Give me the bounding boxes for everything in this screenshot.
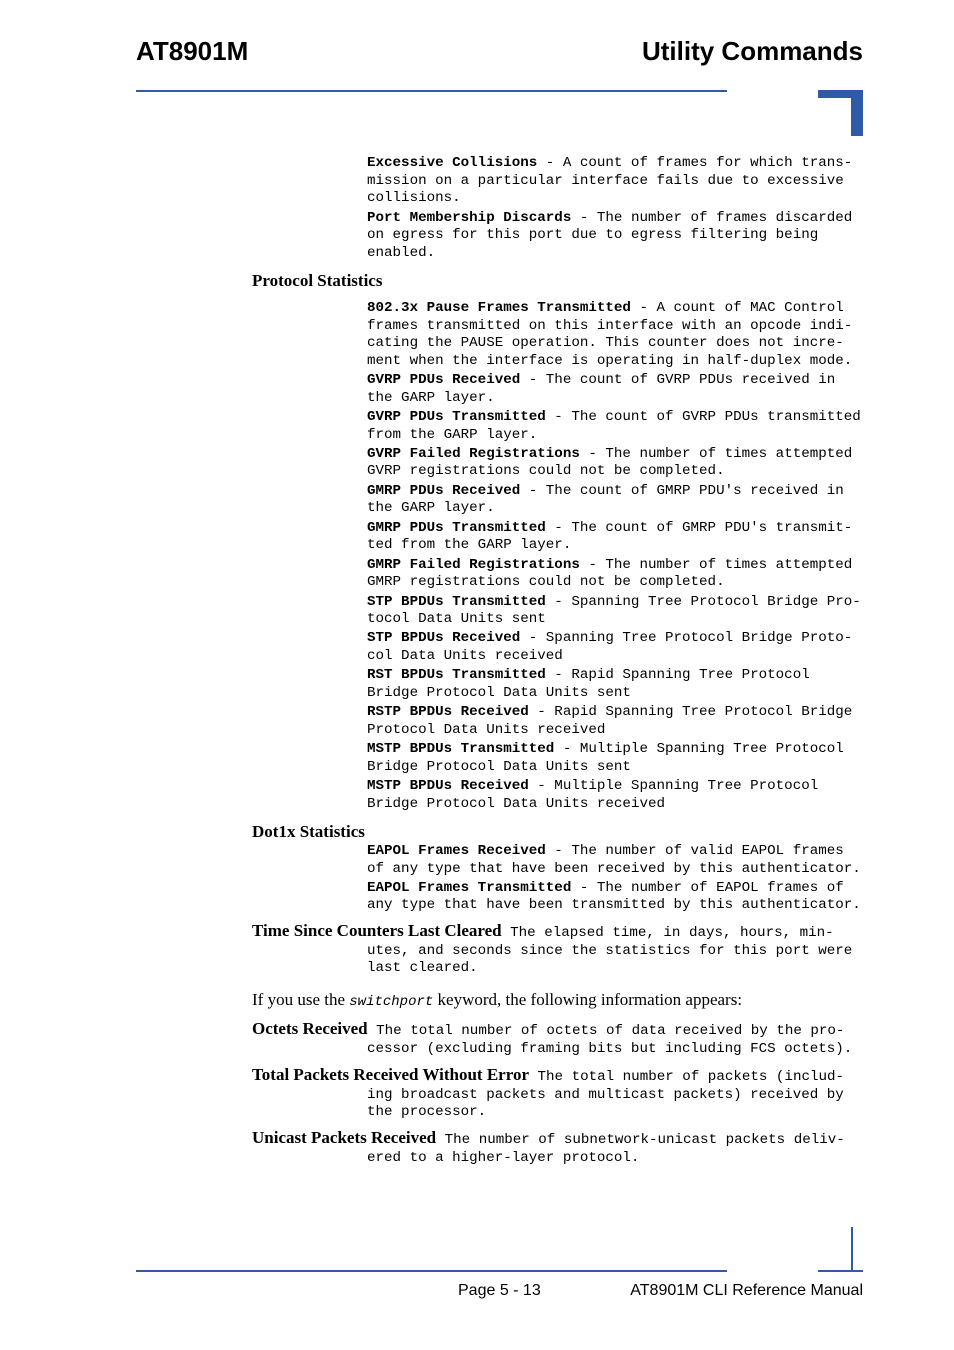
header-product: AT8901M <box>136 36 249 66</box>
term-description-cont: col Data Units received <box>367 647 563 664</box>
term-description: The total number of packets (includ- <box>529 1069 845 1085</box>
keyword: switchport <box>349 994 434 1010</box>
term-description: - The number of times attempted <box>579 556 853 573</box>
footer-corner-mark <box>851 1227 853 1272</box>
term-description-cont: the GARP layer. <box>367 500 495 517</box>
term: MSTP BPDUs Transmitted <box>367 741 555 758</box>
page-number: Page 5 - 13 <box>458 1282 541 1299</box>
term-description: - The count of GMRP PDU's received in <box>520 482 844 499</box>
term: GMRP PDUs Transmitted <box>367 519 546 536</box>
term-description-cont: frames transmitted on this interface with an opcode indi- cating the PAUSE operation. This counter does not incre- ment when the interface is operating in half-duplex mode. <box>367 317 853 369</box>
definition-entry <box>367 446 852 481</box>
term-description: - The count of GVRP PDUs transmitted <box>545 409 861 425</box>
definition-entry <box>367 704 852 739</box>
term: MSTP BPDUs Received <box>367 778 529 794</box>
term-description-cont: utes, and seconds since the statistics for this port were last cleared. <box>367 942 853 977</box>
term: GMRP PDUs Received <box>367 482 521 499</box>
time-since-cleared-entry <box>252 922 852 978</box>
term-description-cont: ing broadcast packets and multicast packets) received by the processor. <box>367 1086 844 1121</box>
term-description-cont: of any type that have been received by this authenticator. <box>367 860 861 877</box>
term-heading: Time Since Counters Last Cleared <box>252 921 502 940</box>
definition-entry <box>367 594 861 629</box>
definition-entry <box>367 155 852 208</box>
definition-entry <box>367 557 852 592</box>
definition-entry <box>367 778 818 813</box>
definition-entry <box>367 843 861 878</box>
term-description: - The number of frames discarded <box>571 209 853 226</box>
definition-entry <box>367 741 844 776</box>
section-heading-protocol: Protocol Statistics <box>252 271 383 290</box>
section-heading-dot1x: Dot1x Statistics <box>252 822 365 841</box>
term-description-cont: Bridge Protocol Data Units sent <box>367 758 631 775</box>
definition-entry <box>367 630 852 665</box>
term-description: - Multiple Spanning Tree Protocol <box>528 778 819 794</box>
term-description-cont: Protocol Data Units received <box>367 721 606 738</box>
term: GMRP Failed Registrations <box>367 556 580 573</box>
term-description: - A count of frames for which trans- <box>537 155 853 171</box>
term-description: - Rapid Spanning Tree Protocol <box>545 667 810 684</box>
term-heading: Total Packets Received Without Error <box>252 1065 530 1084</box>
header-corner-mark-vertical <box>851 90 863 136</box>
term-heading: Octets Received <box>252 1019 368 1038</box>
manual-title: AT8901M CLI Reference Manual <box>630 1282 863 1299</box>
term-description: - The count of GMRP PDU's transmit- <box>545 519 853 536</box>
definition-entry <box>252 1129 845 1167</box>
term-description: - The number of times attempted <box>579 445 853 462</box>
term-description-cont: ered to a higher-layer protocol. <box>367 1149 640 1166</box>
term: GVRP PDUs Transmitted <box>367 409 546 425</box>
definition-entry <box>367 520 852 555</box>
term-description-cont: cessor (excluding framing bits but including FCS octets). <box>367 1040 853 1057</box>
term-description: - The number of EAPOL frames of <box>571 879 844 896</box>
term: GVRP PDUs Received <box>367 372 521 389</box>
term: EAPOL Frames Received <box>367 843 546 859</box>
term: RST BPDUs Transmitted <box>367 667 546 684</box>
term-description-cont: on egress for this port due to egress filtering being enabled. <box>367 227 819 261</box>
term: STP BPDUs Received <box>367 630 521 647</box>
term-description-cont: mission on a particular interface fails due to excessive collisions. <box>367 172 844 207</box>
term-description-cont: ted from the GARP layer. <box>367 537 572 554</box>
definition-entry <box>367 667 810 702</box>
definition-entry <box>367 372 835 407</box>
term-description-cont: GVRP registrations could not be completed. <box>367 463 725 480</box>
header-rule <box>136 90 727 92</box>
term-description-cont: from the GARP layer. <box>367 426 538 443</box>
definition-entry <box>252 1066 844 1122</box>
definition-entry <box>367 409 861 444</box>
term-description: - Spanning Tree Protocol Bridge Pro- <box>545 593 861 610</box>
intro-text-end: keyword, the following information appears: <box>433 990 743 1009</box>
term-heading: Unicast Packets Received <box>252 1128 437 1147</box>
footer-corner-line <box>818 1270 863 1272</box>
definition-entry <box>367 210 852 263</box>
term-description: - A count of MAC Control <box>630 300 844 316</box>
term-description: - Rapid Spanning Tree Protocol Bridge <box>528 704 853 721</box>
term: EAPOL Frames Transmitted <box>367 879 572 896</box>
definition-entry <box>367 300 852 370</box>
definition-entry <box>367 483 844 518</box>
intro-text: If you use the <box>252 990 350 1009</box>
header-chapter: Utility Commands <box>641 36 863 66</box>
term: STP BPDUs Transmitted <box>367 593 546 610</box>
definition-entry <box>367 880 861 915</box>
term-description: The elapsed time, in days, hours, min- <box>501 925 834 941</box>
term: 802.3x Pause Frames Transmitted <box>367 300 631 316</box>
term-description: - The count of GVRP PDUs received in <box>520 372 836 389</box>
term-description-cont: Bridge Protocol Data Units sent <box>367 684 631 701</box>
term-description: - Multiple Spanning Tree Protocol <box>554 741 844 758</box>
term-description: The number of subnetwork-unicast packets deliv- <box>436 1132 845 1148</box>
term-description-cont: any type that have been transmitted by this authenticator. <box>367 897 861 914</box>
term-description-cont: the GARP layer. <box>367 389 495 406</box>
term-description-cont: GMRP registrations could not be completed. <box>367 574 725 591</box>
term-description-cont: tocol Data Units sent <box>367 611 546 628</box>
term-description: - Spanning Tree Protocol Bridge Proto- <box>520 630 853 647</box>
term: RSTP BPDUs Received <box>367 704 529 721</box>
term-description: - The number of valid EAPOL frames <box>545 843 844 859</box>
term: Port Membership Discards <box>367 209 572 226</box>
footer-rule <box>136 1270 727 1272</box>
term: Excessive Collisions <box>367 155 538 171</box>
term-description: The total number of octets of data received by the pro- <box>367 1023 845 1039</box>
term-description-cont: Bridge Protocol Data Units received <box>367 795 665 812</box>
term: GVRP Failed Registrations <box>367 445 580 462</box>
switchport-intro <box>252 990 742 1010</box>
definition-entry <box>252 1020 852 1058</box>
